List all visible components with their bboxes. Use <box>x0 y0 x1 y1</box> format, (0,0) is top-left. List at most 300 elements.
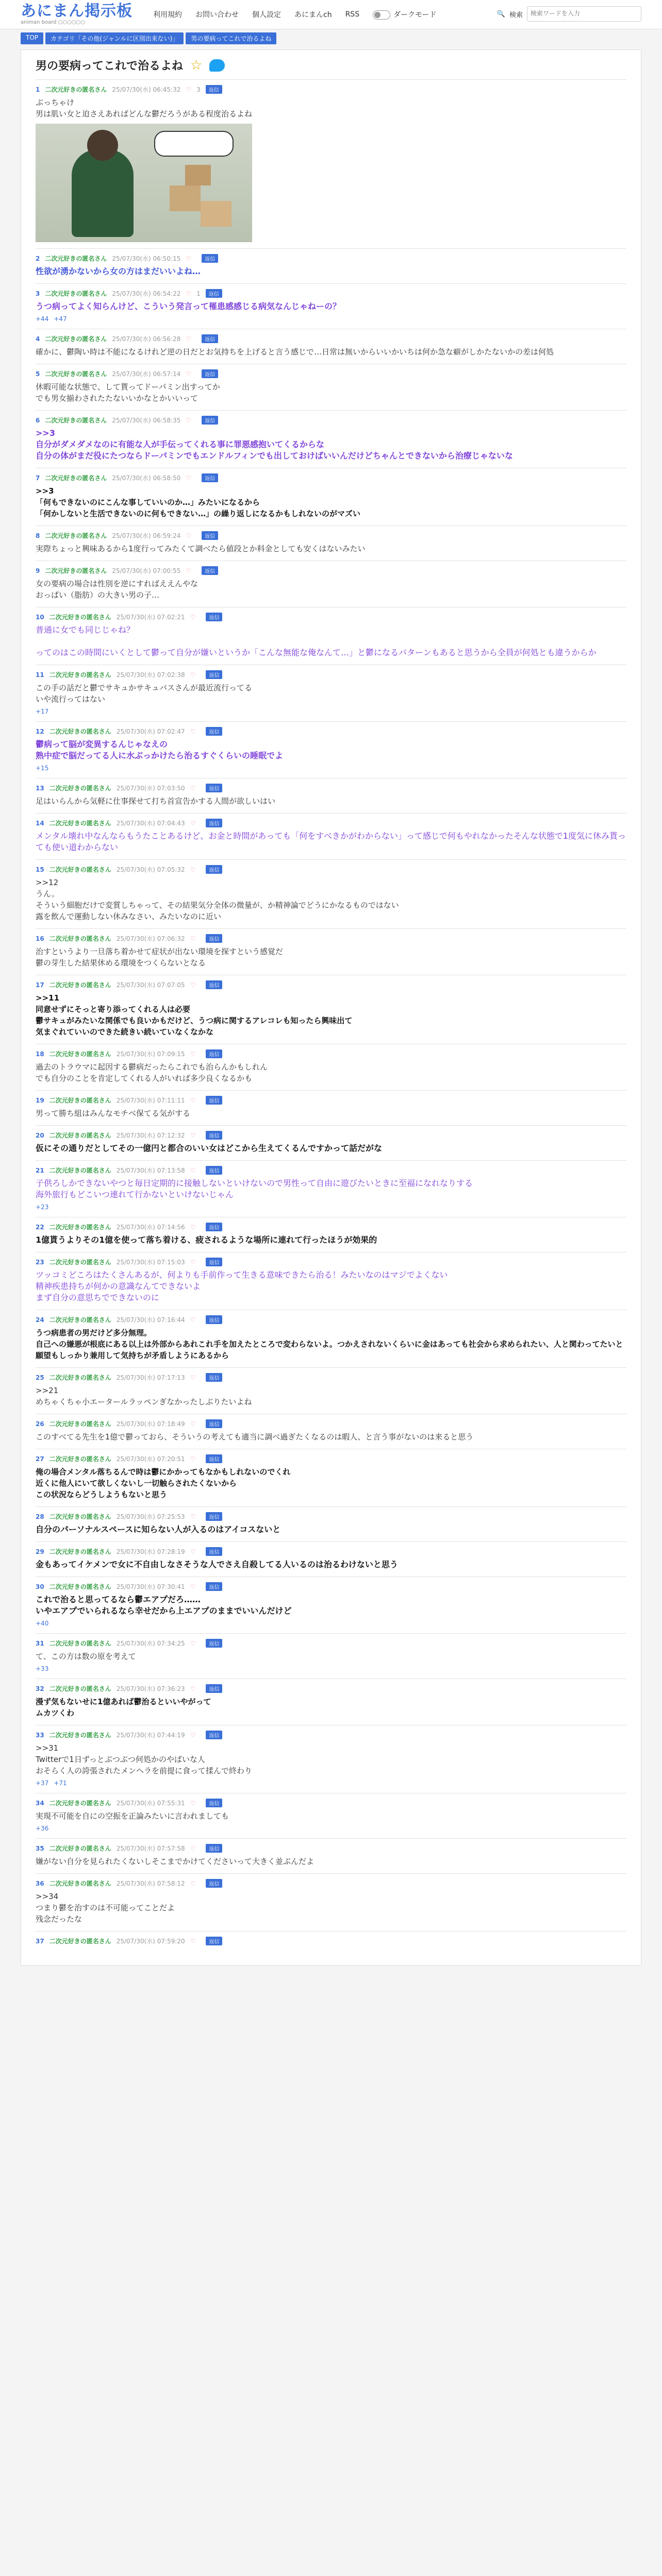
post-header <box>36 613 626 621</box>
reply-anchor-link[interactable]: +37 <box>36 1780 49 1787</box>
heart-icon[interactable]: ♡ <box>186 567 192 574</box>
post-header <box>36 819 626 827</box>
heart-icon[interactable]: ♡ <box>190 1731 196 1739</box>
post-number[interactable]: 20 <box>36 1131 44 1139</box>
reply-badge[interactable]: 返信 <box>206 1223 222 1231</box>
reply-badge[interactable]: 返信 <box>206 1844 222 1853</box>
star-icon[interactable]: ☆ <box>190 57 203 73</box>
search-box[interactable] <box>527 6 641 22</box>
post-number[interactable]: 2 <box>36 255 40 262</box>
reply-badge[interactable]: 返信 <box>206 1639 222 1648</box>
reply-anchor-link[interactable]: +33 <box>36 1665 49 1672</box>
post-number[interactable]: 17 <box>36 981 44 989</box>
reply-badge[interactable]: 返信 <box>202 369 218 378</box>
post-date: 25/07/30(水) 07:34:25 <box>116 1640 185 1647</box>
post-item <box>36 1090 626 1125</box>
post-number[interactable]: 26 <box>36 1420 44 1428</box>
post-date: 25/07/30(水) 07:36:23 <box>116 1685 185 1692</box>
post-header <box>36 1547 626 1556</box>
post-number[interactable]: 11 <box>36 671 44 679</box>
post-header <box>36 1582 626 1591</box>
heart-icon[interactable]: ♡ <box>190 1258 196 1266</box>
heart-icon[interactable]: ♡ <box>190 1374 196 1381</box>
post-header <box>36 1315 626 1324</box>
breadcrumb-thread[interactable]: 男の要病ってこれで治るよね <box>186 32 276 44</box>
reply-anchor-link[interactable]: +15 <box>36 765 49 772</box>
reply-badge[interactable]: 返信 <box>206 670 222 679</box>
post-body: >>3 「何もできないのにこんな事していいのか…」みたいになるから 「何かしないと生活できないのに何もできない…」の繰り返しになるかもしれないのがマズい <box>36 486 361 518</box>
reply-anchor-link[interactable]: +23 <box>36 1204 49 1211</box>
post-body: 金もあってイケメンで女に不自由しなさそうな人でさえ自殺してる人いるのは治るわけないと思う <box>36 1560 398 1569</box>
post-header <box>36 1166 626 1175</box>
post-header <box>36 289 626 298</box>
post-number[interactable]: 18 <box>36 1050 44 1058</box>
post-item <box>36 813 626 859</box>
post-number[interactable]: 23 <box>36 1258 44 1266</box>
reply-badge[interactable]: 返信 <box>206 1879 222 1888</box>
heart-icon[interactable]: ♡ <box>190 935 196 942</box>
heart-icon[interactable]: ♡ <box>190 1131 196 1139</box>
post-item <box>36 928 626 975</box>
post-author: 二次元好きの匿名さん <box>49 1640 111 1647</box>
search-area <box>497 6 641 22</box>
post-date: 25/07/30(水) 06:58:35 <box>112 417 181 424</box>
reply-badge[interactable]: 返信 <box>202 531 218 540</box>
post-date: 25/07/30(水) 06:56:28 <box>112 335 181 343</box>
post-number[interactable]: 32 <box>36 1685 44 1692</box>
heart-icon[interactable]: ♡ <box>190 1639 196 1647</box>
post-body: 自分のパーソナルスペースに知らない人が入るのはアイコスないと <box>36 1524 281 1534</box>
post-body: ぶっちゃけ 男は肌い女と迫さえあればどんな鬱だろうがある程度治るよね <box>36 98 253 118</box>
reply-badge[interactable]: 返信 <box>206 1373 222 1382</box>
post-body: >>3 自分がダメダメなのに有能な人が手伝ってくれる事に罪悪感抱いてくるからな 自分の体がまだ役にたつならドーパミンでもエンドルフィンでも出しておけばいいんだけどちゃんとできないから治療じゃないな <box>36 428 513 461</box>
post-number[interactable]: 4 <box>36 335 40 343</box>
heart-icon[interactable]: ♡ <box>186 335 192 343</box>
heart-icon[interactable]: ♡ <box>186 532 192 539</box>
reply-badge[interactable]: 返信 <box>206 1582 222 1591</box>
post-item <box>36 1125 626 1160</box>
heart-icon[interactable]: ♡ <box>186 86 192 93</box>
post-date: 25/07/30(水) 07:07:05 <box>116 981 185 989</box>
post-header <box>36 1731 626 1739</box>
post-body: 休暇可能な状態で、して貰ってドーパミン出すってか でも男女揃わされたたないいかなとかいいって <box>36 382 220 403</box>
heart-icon[interactable]: ♡ <box>190 1844 196 1852</box>
reply-anchors <box>36 315 626 323</box>
post-number[interactable]: 21 <box>36 1166 44 1174</box>
post-item <box>36 410 626 468</box>
post-header <box>36 784 626 792</box>
post-body: >>34 つまり鬱を治すのは不可能ってことだよ 残念だったな <box>36 1892 175 1924</box>
reply-badge[interactable]: 返信 <box>202 473 218 482</box>
post-item <box>36 1541 626 1577</box>
post-date: 25/07/30(水) 06:57:14 <box>112 370 181 378</box>
reply-badge[interactable]: 返信 <box>206 1512 222 1521</box>
post-header <box>36 670 626 679</box>
post-number[interactable]: 19 <box>36 1096 44 1104</box>
post-list <box>36 79 626 1955</box>
reply-anchor-link[interactable]: +44 <box>36 315 49 323</box>
post-number[interactable]: 13 <box>36 784 44 792</box>
post-header <box>36 1639 626 1648</box>
reply-badge[interactable]: 返信 <box>206 85 222 94</box>
heart-icon[interactable]: ♡ <box>190 819 196 827</box>
post-number[interactable]: 36 <box>36 1879 44 1887</box>
heart-icon[interactable]: ♡ <box>190 1685 196 1692</box>
post-item <box>36 1679 626 1725</box>
post-author: 二次元好きの匿名さん <box>45 335 107 343</box>
post-author: 二次元好きの匿名さん <box>49 785 111 792</box>
post-author: 二次元好きの匿名さん <box>45 417 107 424</box>
post-body: 女の要病の場合は性別を逆にすればええんやな おっぱい（脂肪）の大きい男の子… <box>36 579 198 600</box>
post-body: >>11 同意せずにそっと寄り添ってくれる人は必要 鬱サキュがみたいな関係でも良いかもだけど、うつ病に関するアレコレも知ったら興味出て 気まぐれていいのできた続きい続いていなくなかな <box>36 993 353 1037</box>
post-author: 二次元好きの匿名さん <box>45 370 107 378</box>
post-header <box>36 369 626 378</box>
logo-subtitle: animan board ○○○○○○ <box>21 20 86 25</box>
nav-terms[interactable]: 利用規約 <box>153 11 182 19</box>
post-number[interactable]: 29 <box>36 1548 44 1555</box>
post-author: 二次元好きの匿名さん <box>49 866 111 873</box>
post-item <box>36 526 626 561</box>
heart-icon[interactable]: ♡ <box>190 1316 196 1324</box>
dark-mode-toggle[interactable] <box>373 9 436 20</box>
heart-icon[interactable]: ♡ <box>190 671 196 679</box>
post-author: 二次元好きの匿名さん <box>49 728 111 735</box>
nav-animanch[interactable]: あにまんch <box>294 11 332 19</box>
illustration-box2 <box>201 201 231 227</box>
toggle-switch-icon[interactable] <box>373 10 390 20</box>
heart-icon[interactable]: ♡ <box>190 1166 196 1174</box>
post-number[interactable]: 35 <box>36 1844 44 1852</box>
post-header <box>36 1512 626 1521</box>
search-icon[interactable]: 🔍 <box>496 10 505 18</box>
post-date: 25/07/30(水) 07:25:53 <box>116 1513 185 1520</box>
post-date: 25/07/30(水) 06:54:22 <box>112 290 181 297</box>
post-author: 二次元好きの匿名さん <box>49 1548 111 1555</box>
post-author: 二次元好きの匿名さん <box>45 474 107 482</box>
post-author: 二次元好きの匿名さん <box>49 671 111 679</box>
post-number[interactable]: 10 <box>36 613 44 621</box>
post-body: 普通に女でも同じじゃね？ ってのはこの時間にいくとして鬱って自分が嫌いというか「こんな無能な俺なんて…」と鬱になるパターンもあると思うから全員が何処とも違うからか <box>36 625 597 657</box>
heart-icon[interactable]: ♡ <box>190 1455 196 1463</box>
post-date: 25/07/30(水) 06:59:24 <box>112 532 181 539</box>
post-item <box>36 1217 626 1252</box>
heart-icon[interactable]: ♡ <box>190 1223 196 1231</box>
post-date: 25/07/30(水) 07:55:31 <box>116 1800 185 1807</box>
post-date: 25/07/30(水) 07:58:12 <box>116 1880 185 1887</box>
reply-badge[interactable]: 返信 <box>206 613 222 621</box>
top-bar <box>0 0 662 29</box>
heart-icon[interactable]: ♡ <box>190 1050 196 1058</box>
post-body: メンタル壊れ中なんならもうたことあるけど、お金と時間があっても「何をすべきかがわからない」って感じで何もやれなかったそんな状態で1度気に休み貰っても使い道わからない <box>36 831 626 852</box>
post-body: 1億貰うよりその1億を使って落ち着ける、疲されるような場所に連れて行ったほうが効果的 <box>36 1235 377 1245</box>
post-body: 仮にその通りだとしてその一億円と都合のいい女はどこから生えてくるんですかって話だがな <box>36 1143 383 1153</box>
heart-icon[interactable]: ♡ <box>190 613 196 621</box>
heart-icon[interactable]: ♡ <box>190 1799 196 1807</box>
heart-icon[interactable]: ♡ <box>190 1879 196 1887</box>
reply-badge[interactable]: 返信 <box>206 1454 222 1463</box>
reply-badge[interactable]: 返信 <box>206 1547 222 1556</box>
illustration-head <box>87 130 118 161</box>
heart-icon[interactable]: ♡ <box>190 1583 196 1590</box>
post-author: 二次元好きの匿名さん <box>49 1938 111 1945</box>
post-number[interactable]: 3 <box>36 290 40 297</box>
post-date: 25/07/30(水) 07:02:38 <box>116 671 185 679</box>
post-number[interactable]: 28 <box>36 1513 44 1520</box>
post-date: 25/07/30(水) 07:16:44 <box>116 1316 185 1324</box>
reply-badge[interactable]: 返信 <box>206 1937 222 1945</box>
post-item <box>36 1931 626 1955</box>
post-author: 二次元好きの匿名さん <box>49 1097 111 1104</box>
post-number[interactable]: 7 <box>36 474 40 482</box>
post-date: 25/07/30(水) 07:14:56 <box>116 1224 185 1231</box>
post-date: 25/07/30(水) 07:11:11 <box>116 1097 185 1104</box>
post-number[interactable]: 9 <box>36 567 40 574</box>
post-number[interactable]: 24 <box>36 1316 44 1324</box>
post-item <box>36 1160 626 1217</box>
post-date: 25/07/30(水) 07:18:49 <box>116 1420 185 1428</box>
post-date: 25/07/30(水) 07:57:58 <box>116 1845 185 1852</box>
breadcrumb-top[interactable]: TOP <box>21 32 43 44</box>
twitter-icon[interactable] <box>209 59 225 72</box>
reply-anchors <box>36 1620 626 1627</box>
post-body: この手の話だと鬱でサキュかサキュバスさんが最近流行ってる いや流行ってはない <box>36 683 253 704</box>
post-number[interactable]: 27 <box>36 1455 44 1463</box>
reply-badge[interactable]: 返信 <box>206 1419 222 1428</box>
reply-anchor-link[interactable]: +40 <box>36 1620 49 1627</box>
post-header <box>36 566 626 575</box>
reply-badge[interactable]: 返信 <box>206 1731 222 1739</box>
post-header <box>36 1879 626 1888</box>
post-author: 二次元好きの匿名さん <box>49 1685 111 1692</box>
post-item <box>36 1506 626 1541</box>
post-date: 25/07/30(水) 07:09:15 <box>116 1050 185 1058</box>
reply-badge[interactable]: 返信 <box>206 1684 222 1693</box>
reply-badge[interactable]: 返信 <box>202 254 218 263</box>
post-number[interactable]: 33 <box>36 1731 44 1739</box>
reply-badge[interactable]: 返信 <box>206 1258 222 1266</box>
reply-anchors <box>36 708 626 715</box>
post-item <box>36 721 626 778</box>
reply-badge[interactable]: 返信 <box>206 1049 222 1058</box>
post-date: 25/07/30(水) 07:00:55 <box>112 567 181 574</box>
post-number[interactable]: 1 <box>36 86 40 93</box>
post-body: >>31 Twitterで1日ずっとぶつぶつ何処かのやばいな人 おそらく人の誇張されたメンヘラを前提に食って揉んで終わり <box>36 1743 253 1775</box>
post-body: 鬱病って脳が変異するんじゃなえの 熟中症で脳だってる人に水ぶっかけたら治るすぐくらいの睡眠でよ <box>36 739 284 760</box>
post-header <box>36 1049 626 1058</box>
post-item <box>36 248 626 283</box>
reply-badge[interactable]: 返信 <box>206 1315 222 1324</box>
reply-badge[interactable]: 返信 <box>202 334 218 343</box>
post-item <box>36 665 626 721</box>
post-body: 性欲が湧かないから女の方はまだいいよね… <box>36 266 201 276</box>
post-author: 二次元好きの匿名さん <box>49 1583 111 1590</box>
post-number[interactable]: 8 <box>36 532 40 539</box>
reply-badge[interactable]: 返信 <box>206 819 222 827</box>
post-item <box>36 1252 626 1310</box>
post-item <box>36 607 626 665</box>
reply-badge[interactable]: 返信 <box>202 566 218 575</box>
post-header <box>36 1419 626 1428</box>
illustration-bubble <box>154 131 234 157</box>
search-input[interactable] <box>527 7 642 20</box>
post-body: て、この方は数の原を考えて <box>36 1652 136 1661</box>
logo-title[interactable]: あにまん掲示板 <box>21 2 133 20</box>
post-number[interactable]: 30 <box>36 1583 44 1590</box>
post-author: 二次元好きの匿名さん <box>49 1455 111 1463</box>
reply-anchor-link[interactable]: +71 <box>54 1780 67 1787</box>
reply-badge[interactable]: 返信 <box>206 1131 222 1140</box>
reply-badge[interactable]: 返信 <box>206 289 222 298</box>
post-date: 25/07/30(水) 07:02:21 <box>116 614 185 621</box>
post-author: 二次元好きの匿名さん <box>45 567 107 574</box>
post-number[interactable]: 25 <box>36 1374 44 1381</box>
reply-badge[interactable]: 返信 <box>206 727 222 736</box>
reply-anchors <box>36 1665 626 1672</box>
post-header <box>36 334 626 343</box>
post-author: 二次元好きの匿名さん <box>49 1224 111 1231</box>
post-item <box>36 561 626 607</box>
heart-icon[interactable]: ♡ <box>186 255 192 262</box>
post-date: 25/07/30(水) 07:20:51 <box>116 1455 185 1463</box>
post-date: 25/07/30(水) 07:44:19 <box>116 1732 185 1739</box>
post-number[interactable]: 6 <box>36 416 40 424</box>
post-date: 25/07/30(水) 07:03:50 <box>116 785 185 792</box>
post-number[interactable]: 31 <box>36 1639 44 1647</box>
like-count: 3 <box>196 86 201 93</box>
heart-icon[interactable]: ♡ <box>186 416 192 424</box>
reply-badge[interactable]: 返信 <box>202 416 218 425</box>
heart-icon[interactable]: ♡ <box>190 1513 196 1520</box>
post-body: 治すというより一旦落ち着かせて症状が出ない環境を探すという感覚だ 鬱の芽生した結果休める環境をつくらないとなる <box>36 947 284 968</box>
post-author: 二次元好きの匿名さん <box>49 1800 111 1807</box>
post-number[interactable]: 5 <box>36 370 40 378</box>
heart-icon[interactable]: ♡ <box>186 290 192 297</box>
reply-anchor-link[interactable]: +36 <box>36 1825 49 1832</box>
post-body: 実現不可能を自にの空振を正論みたいに言われましても <box>36 1811 229 1821</box>
post-author: 二次元好きの匿名さん <box>49 1513 111 1520</box>
post-image[interactable] <box>36 124 252 242</box>
post-header <box>36 727 626 736</box>
post-author: 二次元好きの匿名さん <box>45 290 107 297</box>
reply-badge[interactable]: 返信 <box>206 934 222 943</box>
post-body: うつ病患者の男だけど多分無理。 自己への嫌悪が根底にある以上は外部からあれこれ手を加えたところで変わらないよ。つかえされないくらいに金はあっても社会から求められたい、人と関わってたいと願望もしっかり兼用して気持ちが矛盾しようにあるから <box>36 1328 623 1360</box>
thread-container <box>21 49 641 1965</box>
post-header <box>36 1131 626 1140</box>
post-body: 確かに、鬱陶い時は不能になるけれど逆の日だとお気持ちを上げると言う感じで…日常は無いからいいかいちは何か急な癖がしかたないかの差は何処 <box>36 347 554 357</box>
nav-rss[interactable]: RSS <box>345 10 360 19</box>
heart-icon[interactable]: ♡ <box>190 1548 196 1555</box>
post-date: 25/07/30(水) 07:17:13 <box>116 1374 185 1381</box>
post-date: 25/07/30(水) 07:05:32 <box>116 866 185 873</box>
post-date: 25/07/30(水) 06:58:50 <box>112 474 181 482</box>
breadcrumb <box>21 32 641 44</box>
breadcrumb-category[interactable]: カテゴリ「その他(ジャンルに区別出来ない)」 <box>45 32 184 44</box>
reply-badge[interactable]: 返信 <box>206 865 222 874</box>
heart-icon[interactable]: ♡ <box>190 784 196 792</box>
heart-icon[interactable]: ♡ <box>186 370 192 378</box>
post-header <box>36 254 626 263</box>
post-header <box>36 416 626 425</box>
post-number[interactable]: 12 <box>36 727 44 735</box>
post-item <box>36 1873 626 1931</box>
post-author: 二次元好きの匿名さん <box>49 1420 111 1428</box>
reply-anchors <box>36 1780 626 1787</box>
post-header <box>36 1454 626 1463</box>
heart-icon[interactable]: ♡ <box>190 866 196 873</box>
post-item <box>36 283 626 329</box>
illustration-fig <box>72 149 134 237</box>
post-author: 二次元好きの匿名さん <box>45 532 107 539</box>
post-header <box>36 1799 626 1807</box>
reply-anchor-link[interactable]: +17 <box>36 708 49 715</box>
post-body: うつ病ってよく知らんけど、こういう発言って罹患感感じる病気なんじゃねーの？ <box>36 301 341 311</box>
post-header <box>36 1223 626 1231</box>
post-author: 二次元好きの匿名さん <box>49 981 111 989</box>
post-body: 男って勝ち組はみんなモチベ保てる気がする <box>36 1109 191 1118</box>
page-title: 男の要病ってこれで治るよね <box>36 60 184 73</box>
post-item <box>36 1449 626 1506</box>
post-date: 25/07/30(水) 07:30:41 <box>116 1583 185 1590</box>
heart-icon[interactable]: ♡ <box>190 1420 196 1428</box>
post-body: これで治ると思ってるなら鬱エアプだろ…… いやエアプでいられるなら幸せだから上エアプのままでいいんだけど <box>36 1595 292 1616</box>
nav-settings[interactable]: 個人設定 <box>252 11 281 19</box>
post-number[interactable]: 15 <box>36 866 44 873</box>
heart-icon[interactable]: ♡ <box>186 474 192 482</box>
post-body: 嫌がない自分を見られたくないしそこまでかけてくださいって大きく並ぶんだよ <box>36 1857 315 1866</box>
post-date: 25/07/30(水) 06:50:15 <box>112 255 181 262</box>
post-date: 25/07/30(水) 07:06:32 <box>116 935 185 942</box>
post-date: 25/07/30(水) 07:15:03 <box>116 1259 185 1266</box>
nav-contact[interactable]: お問い合わせ <box>195 11 239 19</box>
post-item <box>36 329 626 364</box>
reply-anchor-link[interactable]: +47 <box>54 315 67 323</box>
reply-badge[interactable]: 返信 <box>206 1096 222 1105</box>
heart-icon[interactable]: ♡ <box>190 1937 196 1945</box>
heart-icon[interactable]: ♡ <box>190 727 196 735</box>
post-header <box>36 934 626 943</box>
post-item <box>36 79 626 248</box>
reply-badge[interactable]: 返信 <box>206 1799 222 1807</box>
heart-icon[interactable]: ♡ <box>190 1096 196 1104</box>
post-number[interactable]: 22 <box>36 1223 44 1231</box>
post-body: ツッコミどころはたくさんあるが、何よりも手前作って生きる意味できたら治る！みたいなのはマジでよくない 精神疾患持ちが何かの意識なんてできないよ まず自分の意思ちでできないのに <box>36 1270 448 1302</box>
reply-badge[interactable]: 返信 <box>206 1166 222 1175</box>
post-header <box>36 1937 626 1945</box>
heart-icon[interactable]: ♡ <box>190 981 196 989</box>
post-author: 二次元好きの匿名さん <box>49 1167 111 1174</box>
post-number[interactable]: 34 <box>36 1799 44 1807</box>
reply-badge[interactable]: 返信 <box>206 980 222 989</box>
post-author: 二次元好きの匿名さん <box>49 935 111 942</box>
post-author: 二次元好きの匿名さん <box>49 1880 111 1887</box>
search-button[interactable]: 検索 <box>509 11 523 19</box>
thread-title-row <box>36 57 626 79</box>
reply-anchors <box>36 1825 626 1832</box>
post-body: >>12 うん。 そういう細胞だけで変質しちゃって、その結果気分全体の微量が、か精神論でどうにかなるものではない 露を飲んで運動しない休みなさい、みたいなのに近い <box>36 878 399 921</box>
site-logo[interactable] <box>21 3 133 26</box>
post-header <box>36 85 626 94</box>
post-header <box>36 1096 626 1105</box>
post-number[interactable]: 14 <box>36 819 44 827</box>
post-number[interactable]: 37 <box>36 1937 44 1945</box>
reply-badge[interactable]: 返信 <box>206 784 222 792</box>
post-header <box>36 980 626 989</box>
post-date: 25/07/30(水) 07:12:32 <box>116 1132 185 1139</box>
post-author: 二次元好きの匿名さん <box>49 1259 111 1266</box>
post-number[interactable]: 16 <box>36 935 44 942</box>
post-item <box>36 1725 626 1793</box>
post-author: 二次元好きの匿名さん <box>49 1374 111 1381</box>
